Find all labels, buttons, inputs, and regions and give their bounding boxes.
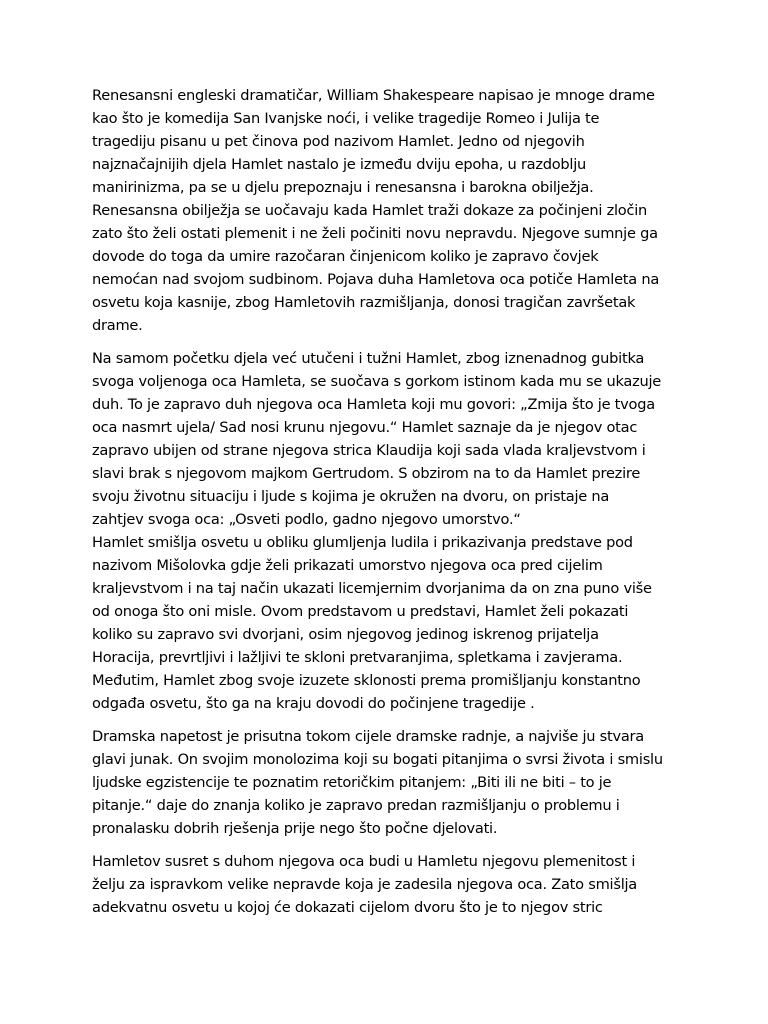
paragraph-encounter [92,850,688,919]
text-line: Na samom početku djela već utučeni i tužni Hamlet, zbog iznenadnog gubitka [92,350,645,367]
text-line: pitanje.“ daje do znanja koliko je zapravo predan razmišljanju o problemu i [92,797,620,814]
text-line: nemoćan nad svojom sudbinom. Pojava duha Hamletova oca potiče Hamleta na [92,271,660,288]
text-line: oca nasmrt ujela/ Sad nosi krunu njegovu.“ Hamlet saznaje da je njegov otac [92,419,638,436]
text-line: ljudske egzistencije te poznatim retoričkim pitanjem: „Biti ili ne biti – to je [92,774,612,791]
text-line: kao što je komedija San Ivanjske noći, i velike tragedije Romeo i Julija te [92,110,600,127]
text-line: Horacija, prevrtljivi i lažljivi te skloni pretvaranjima, spletkama i zavjerama. [92,649,623,666]
text-line: Hamlet smišlja osvetu u obliku glumljenja ludila i prikazivanja predstave pod [92,534,633,551]
paragraph-tension [92,725,688,840]
text-line: glavi junak. On svojim monolozima koji su bogati pitanjima o svrsi života i smislu [92,751,663,768]
text-line: zato što želi ostati plemenit i ne želi počiniti novu nepravdu. Njegove sumnje ga [92,225,658,242]
text-line: pronalasku dobrih rješenja prije nego što počne djelovati. [92,820,498,837]
text-line: svoju životnu situaciju i ljude s kojima je okružen na dvoru, on pristaje na [92,488,610,505]
text-line: nazivom Mišolovka gdje želi prikazati umorstvo njegova oca pred cijelim [92,557,603,574]
text-line: Hamletov susret s duhom njegova oca budi u Hamletu njegovu plemenitost i [92,853,636,870]
text-line: koliko su zapravo svi dvorjani, osim njegovog jedinog iskrenog prijatelja [92,626,599,643]
text-line: slavi brak s njegovom majkom Gertrudom. S obzirom na to da Hamlet prezire [92,465,641,482]
text-line: zahtjev svoga oca: „Osveti podlo, gadno njegovo umorstvo.“ [92,511,521,528]
text-line: najznačajnijih djela Hamlet nastalo je između dviju epoha, u razdoblju [92,156,587,173]
text-line: osvetu koja kasnije, zbog Hamletovih razmišljanja, donosi tragičan završetak [92,294,636,311]
text-line: zapravo ubijen od strane njegova strica Klaudija koji sada vlada kraljevstvom i [92,442,646,459]
text-line: duh. To je zapravo duh njegova oca Hamleta koji mu govori: „Zmija što je tvoga [92,396,655,413]
text-line: tragediju pisanu u pet činova pod nazivom Hamlet. Jedno od njegovih [92,133,585,150]
text-line: adekvatnu osvetu u kojoj će dokazati cijelom dvoru što je to njegov stric [92,899,603,916]
text-line: svoga voljenoga oca Hamleta, se suočava s gorkom istinom kada mu se ukazuje [92,373,662,390]
text-line: želju za ispravkom velike nepravde koja je zadesila njegova oca. Zato smišlja [92,876,638,893]
text-line: Renesansna obilježja se uočavaju kada Hamlet traži dokaze za počinjeni zločin [92,202,648,219]
text-line: drame. [92,317,143,334]
text-line: Renesansni engleski dramatičar, William Shakespeare napisao je mnoge drame [92,87,655,104]
text-line: dovode do toga da umire razočaran činjenicom koliko je zapravo čovjek [92,248,599,265]
text-line: od onoga što oni misle. Ovom predstavom u predstavi, Hamlet želi pokazati [92,603,629,620]
text-line: kraljevstvom i na taj način ukazati licemjernim dvorjanima da on zna puno više [92,580,652,597]
text-line: Međutim, Hamlet zbog svoje izuzete sklonosti prema promišljanju konstantno [92,672,641,689]
text-line: Dramska napetost je prisutna tokom cijele dramske radnje, a najviše ju stvara [92,728,644,745]
paragraph-plot [92,347,688,715]
text-line: manirinizma, pa se u djelu prepoznaju i renesansna i barokna obilježja. [92,179,594,196]
paragraph-intro [92,84,688,337]
text-line: odgađa osvetu, što ga na kraju dovodi do počinjene tragedije . [92,695,535,712]
